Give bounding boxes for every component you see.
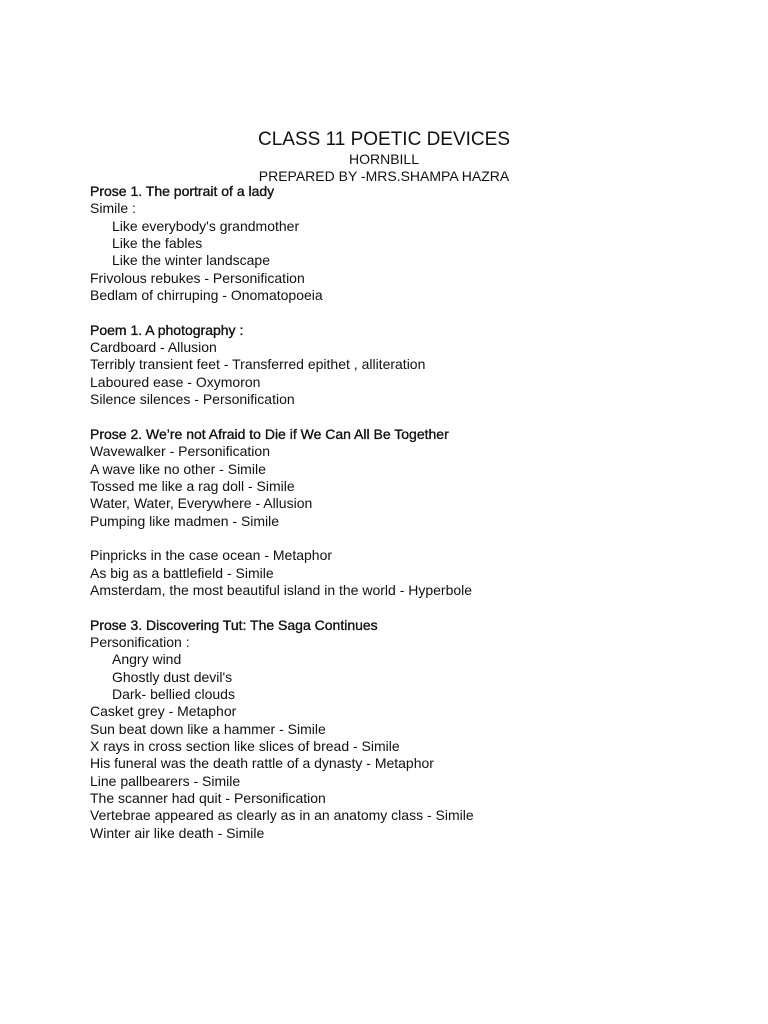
- section-spacer: [90, 599, 730, 616]
- device-entry: Amsterdam, the most beautiful island in the world - Hyperbole: [90, 581, 473, 598]
- device-entry: Tossed me like a rag doll - Simile: [90, 477, 295, 494]
- device-entry: Water, Water, Everywhere - Allusion: [90, 495, 313, 512]
- document-body: [90, 183, 730, 842]
- device-entry: Silence silences - Personification: [90, 391, 295, 408]
- device-entry: Pinpricks in the case ocean - Metaphor: [90, 547, 333, 564]
- section-heading: Prose 3. Discovering Tut: The Saga Continues: [90, 616, 378, 633]
- device-entry: Casket grey - Metaphor: [90, 703, 237, 720]
- device-entry: Bedlam of chirruping - Onomatopoeia: [90, 287, 323, 304]
- device-entry: Personification :: [90, 633, 190, 650]
- device-entry: His funeral was the death rattle of a dynasty - Metaphor: [90, 755, 434, 772]
- document-title: CLASS 11 POETIC DEVICES: [257, 129, 510, 150]
- device-entry: Laboured ease - Oxymoron: [90, 373, 261, 390]
- section-heading: Prose 2. We’re not Afraid to Die if We Can All Be Together: [90, 425, 449, 442]
- device-entry: The scanner had quit - Personification: [90, 790, 326, 807]
- sub-item: Angry wind: [112, 651, 182, 668]
- section-heading: Poem 1. A photography :: [90, 321, 244, 338]
- device-entry: A wave like no other - Simile: [90, 460, 266, 477]
- device-entry: Winter air like death - Simile: [90, 824, 265, 841]
- device-entry: As big as a battlefield - Simile: [90, 564, 274, 581]
- device-entry: Terribly transient feet - Transferred epithet , alliteration: [90, 356, 426, 373]
- prepared-by-line: PREPARED BY -MRS.SHAMPA HAZRA: [258, 168, 510, 184]
- sub-item: Like everybody's grandmother: [112, 217, 300, 234]
- device-entry: Simile :: [90, 200, 136, 217]
- sub-item: Ghostly dust devil's: [112, 668, 233, 685]
- section-spacer: [90, 304, 730, 321]
- sub-item: Like the fables: [112, 235, 203, 252]
- device-entry: Wavewalker - Personification: [90, 443, 270, 460]
- device-entry: Pumping like madmen - Simile: [90, 512, 280, 529]
- blank-line: [90, 530, 730, 547]
- sub-item: Dark- bellied clouds: [112, 685, 235, 702]
- device-entry: Vertebrae appeared as clearly as in an anatomy class - Simile: [90, 807, 474, 824]
- device-entry: X rays in cross section like slices of bread - Simile: [90, 738, 400, 754]
- document-subtitle: HORNBILL: [348, 151, 420, 167]
- section-spacer: [90, 408, 730, 425]
- device-entry: Frivolous rebukes - Personification: [90, 269, 305, 286]
- device-entry: Sun beat down like a hammer - Simile: [90, 720, 326, 737]
- sub-item: Like the winter landscape: [112, 252, 270, 269]
- device-entry: Cardboard - Allusion: [90, 339, 217, 356]
- device-entry: Line pallbearers - Simile: [90, 772, 241, 789]
- section-heading: Prose 1. The portrait of a lady: [90, 183, 275, 199]
